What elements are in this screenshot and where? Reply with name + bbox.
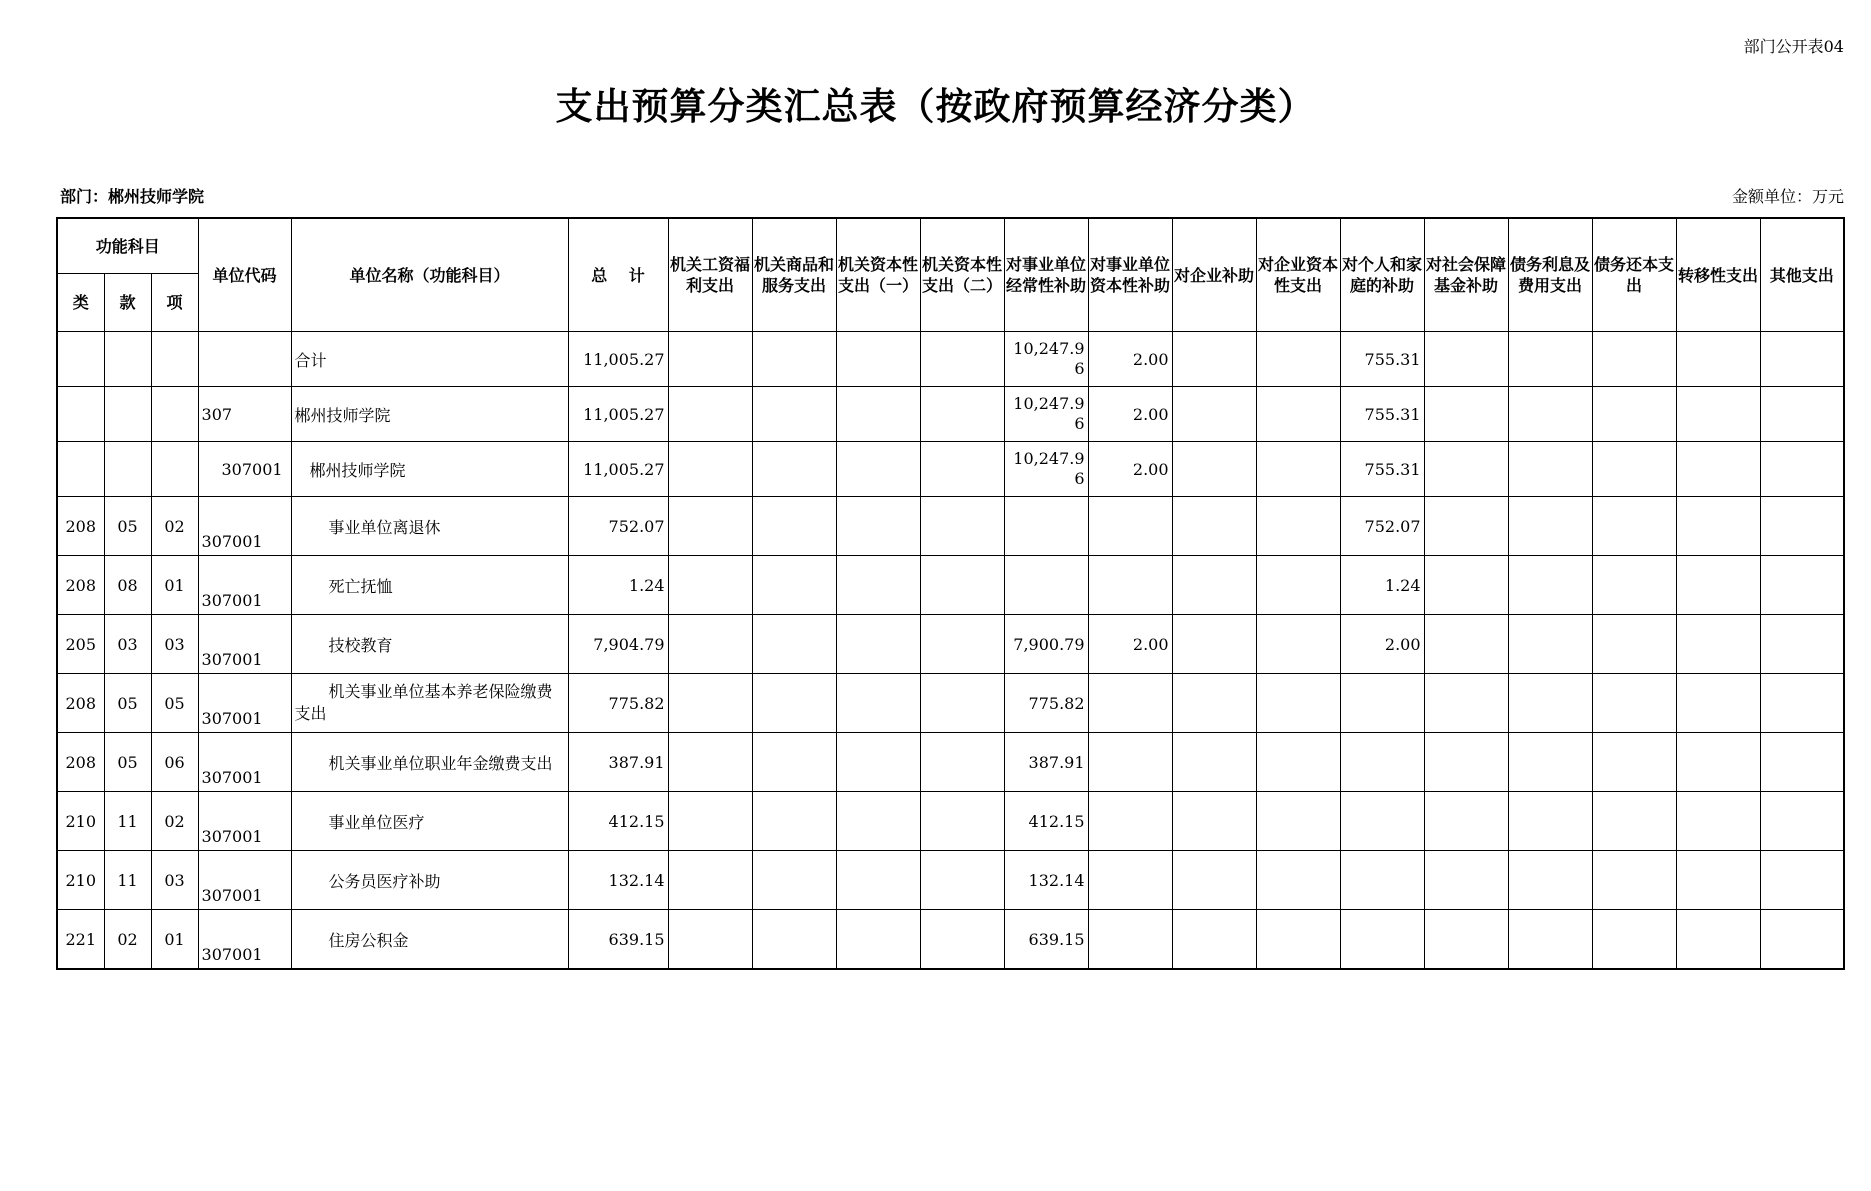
cell-col-4 <box>920 442 1004 497</box>
cell-unit-code: 307001 <box>198 674 291 733</box>
cell-col-3 <box>836 556 920 615</box>
table-row <box>57 792 1844 851</box>
cell-col-3 <box>836 792 920 851</box>
cell-col-1 <box>668 851 752 910</box>
cell-col-5 <box>1004 497 1088 556</box>
cell-col-14 <box>1760 910 1844 970</box>
cell-unit-code: 307001 <box>198 910 291 970</box>
cell-total: 639.15 <box>568 910 668 970</box>
cell-col-14 <box>1760 733 1844 792</box>
cell-col-1 <box>668 332 752 387</box>
cell-col-6: 2.00 <box>1088 442 1172 497</box>
cell-kuan: 03 <box>104 615 151 674</box>
header-col-11: 债务利息及费用支出 <box>1508 218 1592 332</box>
table-row <box>57 442 1844 497</box>
cell-col-11 <box>1508 851 1592 910</box>
header-col-12: 债务还本支出 <box>1592 218 1676 332</box>
cell-col-9 <box>1340 674 1424 733</box>
cell-col-7 <box>1172 674 1256 733</box>
table-row <box>57 674 1844 733</box>
cell-lei: 208 <box>57 556 104 615</box>
cell-col-11 <box>1508 674 1592 733</box>
header-col-13: 转移性支出 <box>1676 218 1760 332</box>
cell-lei <box>57 332 104 387</box>
header-total: 总 计 <box>568 218 668 332</box>
cell-col-2 <box>752 910 836 970</box>
cell-col-13 <box>1676 615 1760 674</box>
cell-xiang: 05 <box>151 674 198 733</box>
header-unit-code: 单位代码 <box>198 218 291 332</box>
cell-col-11 <box>1508 387 1592 442</box>
cell-col-1 <box>668 674 752 733</box>
cell-col-4 <box>920 910 1004 970</box>
cell-col-5: 10,247.96 <box>1004 332 1088 387</box>
cell-col-4 <box>920 792 1004 851</box>
cell-xiang: 01 <box>151 910 198 970</box>
cell-col-1 <box>668 556 752 615</box>
cell-col-8 <box>1256 910 1340 970</box>
cell-col-8 <box>1256 442 1340 497</box>
cell-col-7 <box>1172 332 1256 387</box>
cell-col-3 <box>836 332 920 387</box>
cell-col-13 <box>1676 674 1760 733</box>
cell-col-11 <box>1508 910 1592 970</box>
cell-total: 752.07 <box>568 497 668 556</box>
budget-table <box>56 217 1845 970</box>
cell-unit-name: 公务员医疗补助 <box>291 851 568 910</box>
header-col-10: 对社会保障基金补助 <box>1424 218 1508 332</box>
cell-unit-name: 郴州技师学院 <box>291 387 568 442</box>
cell-col-14 <box>1760 332 1844 387</box>
cell-col-9: 2.00 <box>1340 615 1424 674</box>
cell-col-4 <box>920 615 1004 674</box>
table-row <box>57 733 1844 792</box>
header-func-subject: 功能科目 <box>57 218 198 274</box>
form-number: 部门公开表04 <box>1743 37 1844 56</box>
cell-col-7 <box>1172 442 1256 497</box>
cell-col-2 <box>752 792 836 851</box>
cell-col-10 <box>1424 556 1508 615</box>
table-row <box>57 615 1844 674</box>
cell-col-6 <box>1088 556 1172 615</box>
cell-col-9: 752.07 <box>1340 497 1424 556</box>
header-col-1: 机关工资福利支出 <box>668 218 752 332</box>
cell-col-5: 10,247.96 <box>1004 442 1088 497</box>
cell-col-10 <box>1424 674 1508 733</box>
cell-col-14 <box>1760 792 1844 851</box>
header-col-4: 机关资本性支出（二） <box>920 218 1004 332</box>
cell-lei: 208 <box>57 733 104 792</box>
cell-col-3 <box>836 497 920 556</box>
cell-col-1 <box>668 792 752 851</box>
cell-col-9 <box>1340 910 1424 970</box>
table-row <box>57 332 1844 387</box>
cell-col-9: 755.31 <box>1340 442 1424 497</box>
cell-col-12 <box>1592 733 1676 792</box>
cell-unit-name: 事业单位医疗 <box>291 792 568 851</box>
cell-col-7 <box>1172 733 1256 792</box>
cell-col-13 <box>1676 851 1760 910</box>
cell-col-10 <box>1424 615 1508 674</box>
cell-kuan: 05 <box>104 674 151 733</box>
cell-col-7 <box>1172 497 1256 556</box>
cell-col-5: 412.15 <box>1004 792 1088 851</box>
cell-col-3 <box>836 851 920 910</box>
cell-xiang <box>151 442 198 497</box>
cell-col-11 <box>1508 615 1592 674</box>
cell-unit-code: 307001 <box>198 615 291 674</box>
cell-col-2 <box>752 387 836 442</box>
cell-col-12 <box>1592 497 1676 556</box>
cell-col-13 <box>1676 792 1760 851</box>
cell-col-10 <box>1424 442 1508 497</box>
cell-col-14 <box>1760 442 1844 497</box>
cell-col-1 <box>668 910 752 970</box>
cell-col-5: 132.14 <box>1004 851 1088 910</box>
cell-col-12 <box>1592 332 1676 387</box>
cell-total: 11,005.27 <box>568 332 668 387</box>
cell-col-5: 387.91 <box>1004 733 1088 792</box>
cell-lei: 210 <box>57 792 104 851</box>
cell-col-10 <box>1424 733 1508 792</box>
cell-col-13 <box>1676 442 1760 497</box>
cell-col-12 <box>1592 792 1676 851</box>
cell-total: 387.91 <box>568 733 668 792</box>
cell-total: 11,005.27 <box>568 387 668 442</box>
cell-col-10 <box>1424 792 1508 851</box>
cell-col-8 <box>1256 387 1340 442</box>
cell-col-4 <box>920 674 1004 733</box>
cell-col-9: 755.31 <box>1340 387 1424 442</box>
cell-col-2 <box>752 733 836 792</box>
cell-col-8 <box>1256 497 1340 556</box>
cell-unit-name: 郴州技师学院 <box>291 442 568 497</box>
cell-xiang: 06 <box>151 733 198 792</box>
cell-unit-code: 307001 <box>198 497 291 556</box>
cell-col-6: 2.00 <box>1088 387 1172 442</box>
page-title: 支出预算分类汇总表（按政府预算经济分类） <box>555 84 1316 128</box>
cell-kuan: 11 <box>104 851 151 910</box>
cell-col-5: 639.15 <box>1004 910 1088 970</box>
cell-col-9 <box>1340 851 1424 910</box>
cell-col-11 <box>1508 442 1592 497</box>
cell-col-3 <box>836 615 920 674</box>
cell-col-3 <box>836 387 920 442</box>
cell-col-12 <box>1592 910 1676 970</box>
cell-unit-code: 307001 <box>198 792 291 851</box>
cell-col-13 <box>1676 556 1760 615</box>
cell-col-5: 10,247.96 <box>1004 387 1088 442</box>
cell-col-3 <box>836 733 920 792</box>
cell-col-7 <box>1172 556 1256 615</box>
cell-xiang: 01 <box>151 556 198 615</box>
cell-unit-name: 住房公积金 <box>291 910 568 970</box>
cell-col-12 <box>1592 442 1676 497</box>
header-lei: 类 <box>57 274 104 332</box>
cell-col-8 <box>1256 792 1340 851</box>
table-row <box>57 387 1844 442</box>
table-row <box>57 851 1844 910</box>
cell-col-1 <box>668 387 752 442</box>
cell-col-7 <box>1172 910 1256 970</box>
cell-col-12 <box>1592 387 1676 442</box>
cell-xiang: 03 <box>151 851 198 910</box>
cell-kuan <box>104 332 151 387</box>
cell-lei: 208 <box>57 497 104 556</box>
cell-col-6 <box>1088 851 1172 910</box>
cell-xiang <box>151 387 198 442</box>
cell-unit-code: 307001 <box>198 733 291 792</box>
header-col-2: 机关商品和服务支出 <box>752 218 836 332</box>
cell-xiang <box>151 332 198 387</box>
cell-col-12 <box>1592 674 1676 733</box>
cell-kuan: 08 <box>104 556 151 615</box>
cell-col-7 <box>1172 615 1256 674</box>
header-col-3: 机关资本性支出（一） <box>836 218 920 332</box>
cell-col-14 <box>1760 497 1844 556</box>
cell-col-10 <box>1424 387 1508 442</box>
cell-col-2 <box>752 332 836 387</box>
cell-col-13 <box>1676 332 1760 387</box>
cell-col-7 <box>1172 792 1256 851</box>
cell-unit-code: 307001 <box>198 556 291 615</box>
header-col-7: 对企业补助 <box>1172 218 1256 332</box>
cell-lei: 208 <box>57 674 104 733</box>
cell-col-2 <box>752 674 836 733</box>
cell-total: 412.15 <box>568 792 668 851</box>
cell-col-14 <box>1760 387 1844 442</box>
cell-col-14 <box>1760 851 1844 910</box>
cell-lei: 210 <box>57 851 104 910</box>
cell-col-8 <box>1256 674 1340 733</box>
cell-col-14 <box>1760 556 1844 615</box>
cell-kuan: 11 <box>104 792 151 851</box>
cell-col-12 <box>1592 615 1676 674</box>
cell-col-2 <box>752 442 836 497</box>
cell-unit-code: 307 <box>198 387 291 442</box>
cell-kuan: 05 <box>104 733 151 792</box>
header-col-14: 其他支出 <box>1760 218 1844 332</box>
cell-lei: 205 <box>57 615 104 674</box>
cell-col-2 <box>752 615 836 674</box>
cell-unit-code: 307001 <box>198 851 291 910</box>
cell-col-8 <box>1256 615 1340 674</box>
header-col-5: 对事业单位经常性补助 <box>1004 218 1088 332</box>
header-col-6: 对事业单位资本性补助 <box>1088 218 1172 332</box>
cell-total: 132.14 <box>568 851 668 910</box>
cell-col-10 <box>1424 910 1508 970</box>
cell-col-6 <box>1088 674 1172 733</box>
cell-col-13 <box>1676 910 1760 970</box>
cell-col-11 <box>1508 497 1592 556</box>
cell-col-1 <box>668 733 752 792</box>
cell-col-2 <box>752 497 836 556</box>
cell-col-3 <box>836 910 920 970</box>
cell-col-6 <box>1088 792 1172 851</box>
table-row <box>57 497 1844 556</box>
cell-col-6 <box>1088 910 1172 970</box>
department-label: 部门：郴州技师学院 <box>60 187 205 206</box>
cell-unit-name: 事业单位离退休 <box>291 497 568 556</box>
cell-lei: 221 <box>57 910 104 970</box>
cell-total: 1.24 <box>568 556 668 615</box>
cell-col-4 <box>920 332 1004 387</box>
cell-col-3 <box>836 442 920 497</box>
cell-col-8 <box>1256 556 1340 615</box>
cell-col-7 <box>1172 851 1256 910</box>
cell-col-11 <box>1508 556 1592 615</box>
cell-col-12 <box>1592 556 1676 615</box>
cell-xiang: 03 <box>151 615 198 674</box>
cell-col-3 <box>836 674 920 733</box>
header-col-8: 对企业资本性支出 <box>1256 218 1340 332</box>
cell-unit-name: 机关事业单位职业年金缴费支出 <box>291 733 568 792</box>
table-row <box>57 910 1844 970</box>
cell-col-12 <box>1592 851 1676 910</box>
cell-col-4 <box>920 387 1004 442</box>
cell-col-13 <box>1676 387 1760 442</box>
cell-col-6: 2.00 <box>1088 332 1172 387</box>
cell-col-4 <box>920 851 1004 910</box>
cell-col-1 <box>668 497 752 556</box>
header-xiang: 项 <box>151 274 198 332</box>
cell-xiang: 02 <box>151 497 198 556</box>
header-col-9: 对个人和家庭的补助 <box>1340 218 1424 332</box>
cell-kuan <box>104 387 151 442</box>
table-body <box>57 332 1844 970</box>
cell-col-8 <box>1256 733 1340 792</box>
cell-col-4 <box>920 497 1004 556</box>
cell-unit-name: 机关事业单位基本养老保险缴费支出 <box>291 674 568 733</box>
cell-col-7 <box>1172 387 1256 442</box>
cell-col-9 <box>1340 733 1424 792</box>
cell-col-9 <box>1340 792 1424 851</box>
cell-col-5: 775.82 <box>1004 674 1088 733</box>
cell-col-6 <box>1088 733 1172 792</box>
cell-col-2 <box>752 851 836 910</box>
cell-kuan: 05 <box>104 497 151 556</box>
cell-total: 11,005.27 <box>568 442 668 497</box>
cell-total: 7,904.79 <box>568 615 668 674</box>
cell-kuan: 02 <box>104 910 151 970</box>
cell-col-1 <box>668 442 752 497</box>
cell-col-4 <box>920 556 1004 615</box>
cell-col-11 <box>1508 733 1592 792</box>
cell-col-6: 2.00 <box>1088 615 1172 674</box>
cell-unit-code: 307001 <box>198 442 291 497</box>
cell-col-5: 7,900.79 <box>1004 615 1088 674</box>
cell-col-10 <box>1424 332 1508 387</box>
cell-total: 775.82 <box>568 674 668 733</box>
cell-unit-name: 死亡抚恤 <box>291 556 568 615</box>
cell-unit-code <box>198 332 291 387</box>
cell-col-13 <box>1676 497 1760 556</box>
cell-lei <box>57 442 104 497</box>
header-unit-name: 单位名称（功能科目） <box>291 218 568 332</box>
cell-col-9: 755.31 <box>1340 332 1424 387</box>
cell-col-1 <box>668 615 752 674</box>
cell-col-9: 1.24 <box>1340 556 1424 615</box>
cell-col-5 <box>1004 556 1088 615</box>
cell-kuan <box>104 442 151 497</box>
table-row <box>57 556 1844 615</box>
cell-col-10 <box>1424 851 1508 910</box>
cell-col-2 <box>752 556 836 615</box>
cell-col-13 <box>1676 733 1760 792</box>
cell-col-6 <box>1088 497 1172 556</box>
cell-col-11 <box>1508 792 1592 851</box>
amount-unit-label: 金额单位：万元 <box>1731 187 1844 206</box>
cell-col-10 <box>1424 497 1508 556</box>
cell-col-11 <box>1508 332 1592 387</box>
cell-col-8 <box>1256 332 1340 387</box>
cell-col-14 <box>1760 615 1844 674</box>
cell-unit-name: 技校教育 <box>291 615 568 674</box>
cell-lei <box>57 387 104 442</box>
cell-xiang: 02 <box>151 792 198 851</box>
cell-unit-name: 合计 <box>291 332 568 387</box>
cell-col-14 <box>1760 674 1844 733</box>
header-kuan: 款 <box>104 274 151 332</box>
cell-col-8 <box>1256 851 1340 910</box>
cell-col-4 <box>920 733 1004 792</box>
